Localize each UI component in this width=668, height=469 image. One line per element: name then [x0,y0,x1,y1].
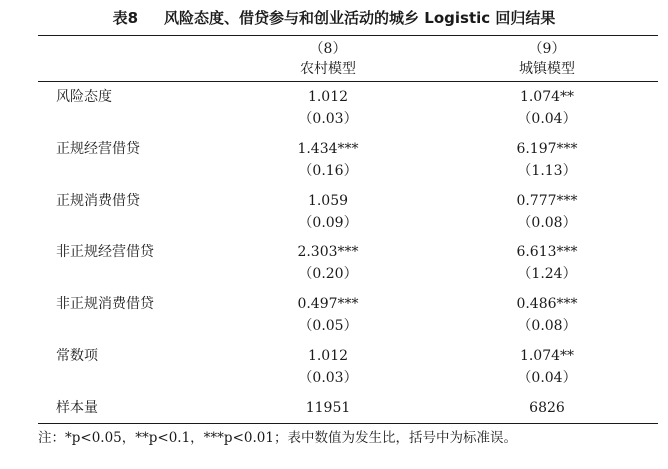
bottom-rule [38,423,658,424]
table-row [0,190,668,234]
column-name: 农村模型 [300,61,356,77]
table-row [0,345,668,389]
urban-estimate: 0.777*** [516,193,578,209]
top-rule [38,35,658,36]
rural-standard-error: （0.16） [298,163,358,179]
column-number: （9） [528,41,566,57]
urban-standard-error: （0.04） [517,111,577,127]
table-note: 注：*p<0.05，**p<0.1，***p<0.01；表中数值为发生比，括号中为标准误。 [38,430,517,446]
column-header-urban [447,39,647,79]
urban-estimate: 6.197*** [516,141,578,157]
urban-standard-error: （0.04） [517,370,577,386]
rural-estimate: 1.059 [307,193,349,209]
table-title [0,7,668,28]
rural-estimate: 1.012 [307,348,349,364]
urban-sample-size: 6826 [529,400,565,416]
column-header-rural [228,39,428,79]
row-label: 样本量 [56,400,98,416]
rural-standard-error: （0.09） [298,215,358,231]
table-caption: 风险态度、借贷参与和创业活动的城乡 Logistic 回归结果 [164,9,556,27]
table-number: 表8 [112,9,139,27]
row-label: 正规经营借贷 [56,141,140,157]
row-label: 风险态度 [56,89,112,105]
rural-standard-error: （0.03） [298,370,358,386]
rural-standard-error: （0.20） [298,266,358,282]
rural-standard-error: （0.05） [298,318,358,334]
sample-size-row [0,397,668,421]
rural-standard-error: （0.03） [298,111,358,127]
header-rule [38,81,658,82]
row-label: 正规消费借贷 [56,193,140,209]
urban-estimate: 1.074** [519,348,575,364]
rural-sample-size: 11951 [305,400,351,416]
rural-estimate: 1.434*** [297,141,359,157]
table-row [0,138,668,182]
table-row [0,293,668,337]
row-label: 常数项 [56,348,98,364]
rural-estimate: 2.303*** [297,244,359,260]
urban-standard-error: （1.13） [517,163,577,179]
urban-estimate: 6.613*** [516,244,578,260]
rural-estimate: 1.012 [307,89,349,105]
rural-estimate: 0.497*** [297,296,359,312]
urban-estimate: 0.486*** [516,296,578,312]
urban-standard-error: （0.08） [517,215,577,231]
urban-estimate: 1.074** [519,89,575,105]
column-name: 城镇模型 [519,61,575,77]
urban-standard-error: （0.08） [517,318,577,334]
row-label: 非正规消费借贷 [56,296,154,312]
table-row [0,86,668,130]
column-number: （8） [309,41,347,57]
urban-standard-error: （1.24） [517,266,577,282]
row-label: 非正规经营借贷 [56,244,154,260]
table-row [0,241,668,285]
